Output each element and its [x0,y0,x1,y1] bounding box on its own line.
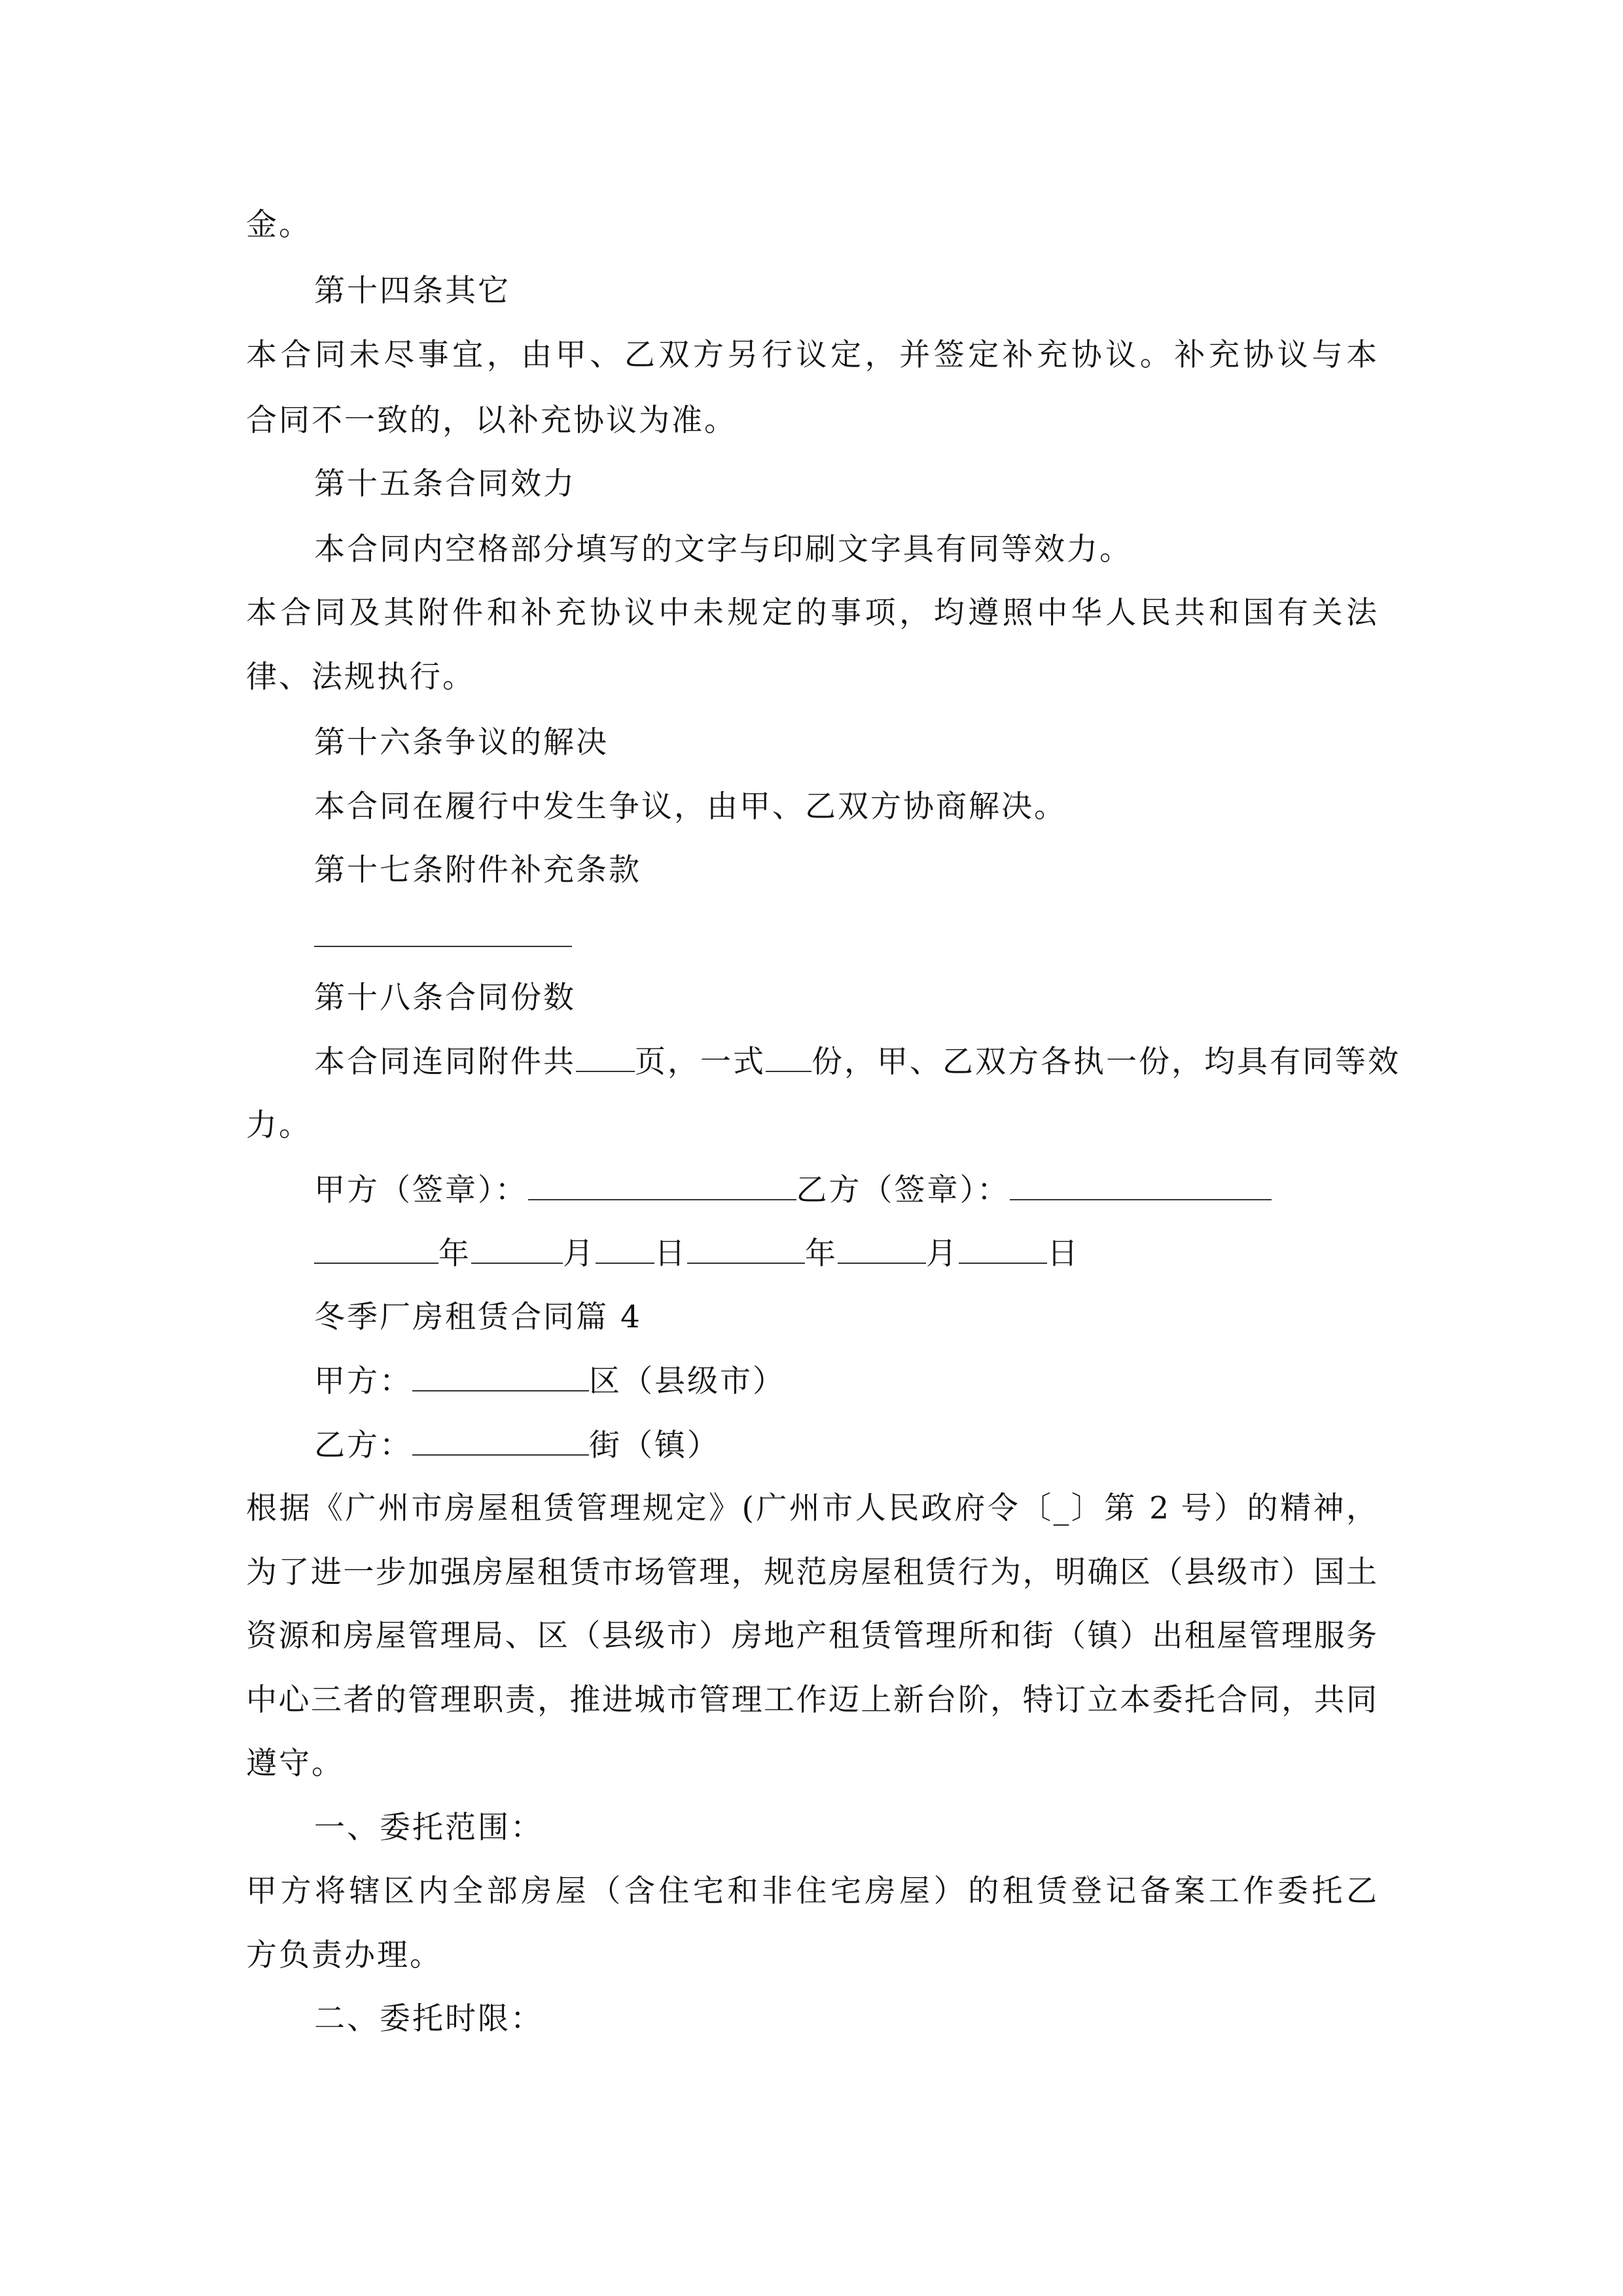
day-blank-2 [959,1234,1047,1264]
section-heading: 一、委托范围： [314,1810,543,1846]
year-blank-2 [687,1234,805,1264]
section-heading: 第十八条合同份数 [314,980,576,1016]
paragraph-line: 中心三者的管理职责，推进城市管理工作迈上新台阶，特订立本委托合同，共同 [246,1682,1377,1718]
paragraph-line: 力。 [246,1107,312,1143]
month-blank [471,1234,563,1264]
pages-blank [576,1042,635,1072]
paragraph-line: 律、法规执行。 [246,659,475,695]
copies-text-2: 页，一式 [635,1044,766,1080]
party-a-line [314,1361,785,1401]
party-b-suffix: 街（镇） [589,1427,720,1463]
section-heading: 第十五条合同效力 [314,466,576,502]
month-blank-2 [838,1234,926,1264]
year-blank [314,1234,438,1264]
paragraph-line: 本合同及其附件和补充协议中未规定的事项，均遵照中华人民共和国有关法 [246,595,1377,631]
paragraph-line: 金。 [246,207,312,243]
month-label: 月 [563,1236,596,1272]
section-heading: 第十七条附件补充条款 [314,852,641,888]
paragraph-line: 合同不一致的，以补充协议为准。 [246,403,737,439]
signature-line [314,1170,1272,1210]
party-a-seal-label: 甲方（签章）： [314,1172,528,1208]
party-a-seal-blank [528,1170,796,1200]
party-b-seal-blank [1010,1170,1272,1200]
party-a-suffix: 区（县级市） [589,1363,785,1399]
paragraph-line: 本合同内空格部分填写的文字与印刷文字具有同等效力。 [314,531,1132,567]
copies-text-3: 份，甲、乙双方各执一份，均具有同等效 [812,1044,1400,1080]
party-b-line [314,1426,720,1465]
party-b-label: 乙方： [314,1427,412,1463]
party-b-blank [412,1426,589,1456]
month-label-2: 月 [926,1236,959,1272]
section-heading: 第十六条争议的解决 [314,725,609,761]
paragraph-line: 本合同未尽事宜，由甲、乙双方另行议定，并签定补充协议。补充协议与本 [246,337,1377,373]
section-heading: 二、委托时限： [314,2001,543,2037]
paragraph-line: 为了进一步加强房屋租赁市场管理，规范房屋租赁行为，明确区（县级市）国土 [246,1554,1377,1590]
paragraph-line: 根据《广州市房屋租赁管理规定》(广州市人民政府令〔_〕第 2 号）的精神， [246,1490,1377,1526]
copies-text-1: 本合同连同附件共 [314,1044,576,1080]
day-label: 日 [654,1236,687,1272]
copies-blank [766,1042,812,1072]
day-blank [596,1234,654,1264]
party-a-blank [412,1361,589,1391]
section-heading: 第十四条其它 [314,273,510,309]
paragraph-line: 遵守。 [246,1746,344,1782]
date-line [314,1234,1080,1274]
party-a-label: 甲方： [314,1363,412,1399]
contract-title: 冬季厂房租赁合同篇 4 [314,1299,642,1335]
day-label-2: 日 [1047,1236,1080,1272]
copies-line [314,1042,1400,1082]
paragraph-line: 方负责办理。 [246,1937,442,1973]
paragraph-line: 甲方将辖区内全部房屋（含住宅和非住宅房屋）的租赁登记备案工作委托乙 [246,1873,1377,1909]
blank-fill-line [314,946,572,947]
paragraph-line: 资源和房屋管理局、区（县级市）房地产租赁管理所和街（镇）出租屋管理服务 [246,1618,1377,1654]
party-b-seal-label: 乙方（签章）： [796,1172,1010,1208]
year-label: 年 [438,1236,471,1272]
year-label-2: 年 [805,1236,838,1272]
paragraph-line: 本合同在履行中发生争议，由甲、乙双方协商解决。 [314,789,1067,825]
